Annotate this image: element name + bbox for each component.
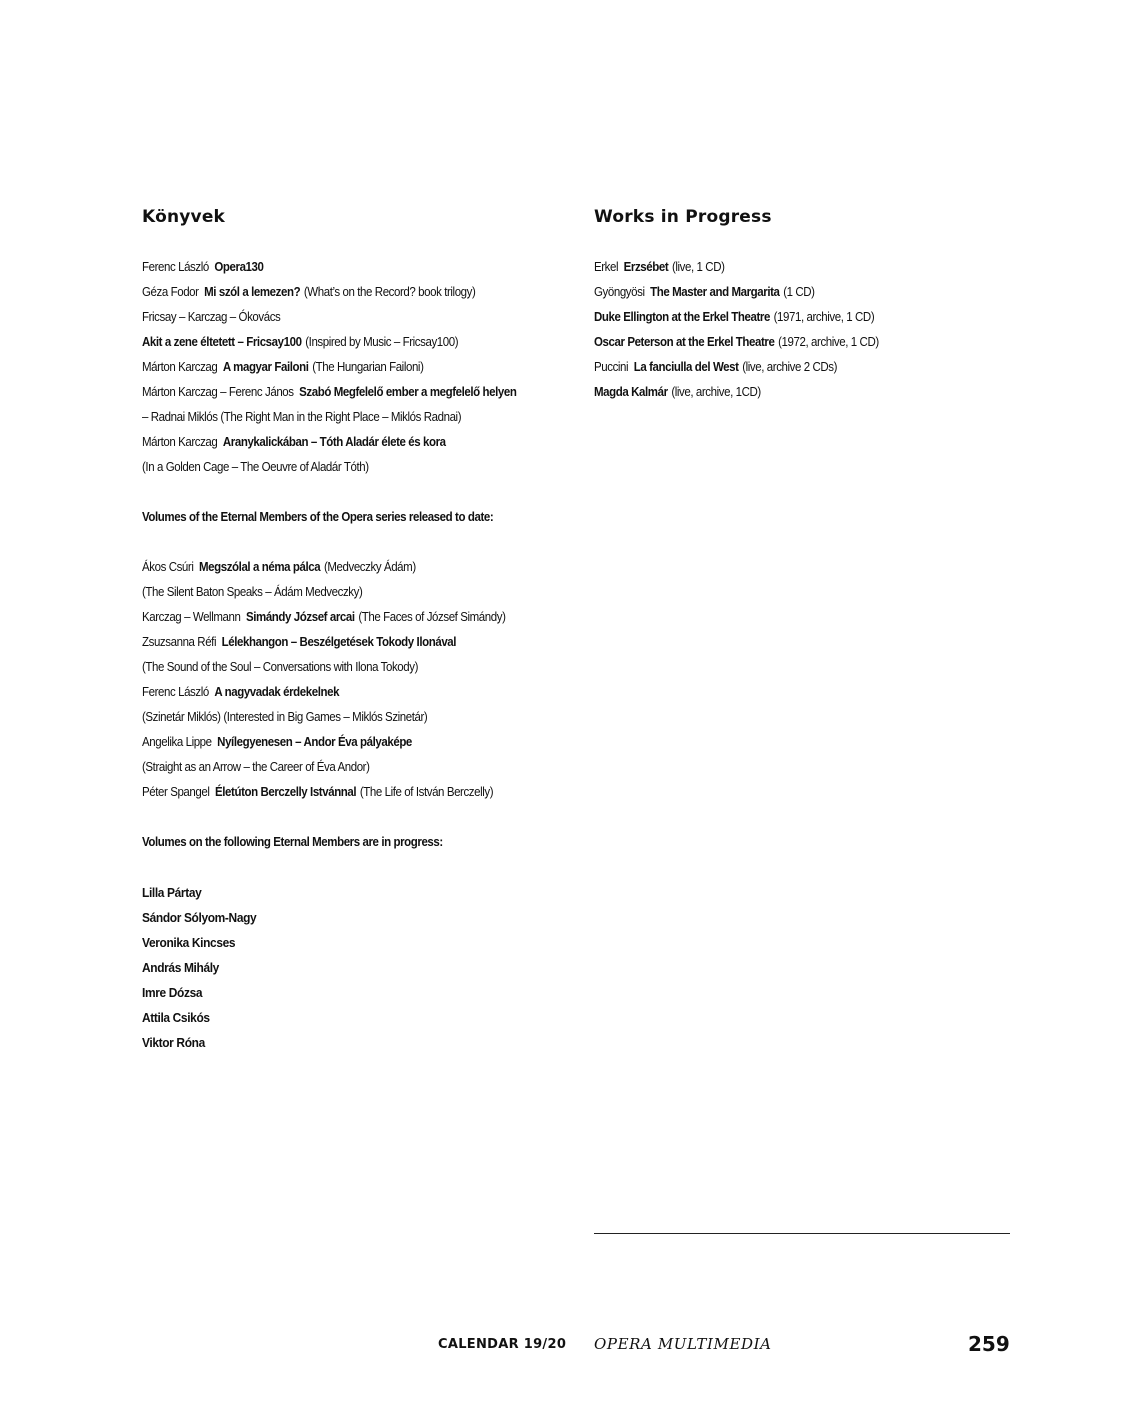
author-text: Fricsay – Karczag – Ókovács [142, 310, 281, 324]
title-text: Aranykalickában – Tóth Aladár élete és kora [222, 435, 446, 449]
page-number: 259 [968, 1332, 1010, 1356]
title-text: La fanciulla del West [633, 360, 739, 374]
volume-entry [142, 680, 547, 705]
author-text: (Szinetár Miklós) (Interested in Big Games – Miklós Szinetár) [142, 710, 428, 724]
title-text: Megszólal a néma pálca [198, 560, 321, 574]
note-text: (The Hungarian Failoni) [312, 360, 424, 374]
volumes-released-heading: Volumes of the Eternal Members of the Opera series released to date: [142, 510, 494, 524]
book-entry [142, 280, 547, 305]
title-text: Akit a zene éltetett – Fricsay100 [142, 335, 302, 349]
member-name: Viktor Róna [142, 1035, 205, 1050]
book-entry [142, 455, 547, 480]
volume-entry [142, 730, 547, 755]
member-name: Imre Dózsa [142, 985, 203, 1000]
book-entry [142, 405, 547, 430]
author-text: – Radnai Miklós (The Right Man in the Right Place – Miklós Radnai) [142, 410, 462, 424]
author-text: Ferenc László [142, 260, 209, 274]
work-entry [594, 280, 990, 305]
title-text: A nagyvadak érdekelnek [214, 685, 340, 699]
work-entry [594, 305, 990, 330]
author-text: Péter Spangel [142, 785, 210, 799]
author-text: (In a Golden Cage – The Oeuvre of Aladár Tóth) [142, 460, 369, 474]
member-name: Attila Csikós [142, 1010, 210, 1025]
title-text: Lélekhangon – Beszélgetések Tokody Ilonával [221, 635, 457, 649]
author-text: Géza Fodor [142, 285, 199, 299]
note-text: (1972, archive, 1 CD) [778, 335, 879, 349]
title-text: Duke Ellington at the Erkel Theatre [594, 310, 770, 324]
author-text: Karczag – Wellmann [142, 610, 241, 624]
note-text: (Inspired by Music – Fricsay100) [305, 335, 459, 349]
right-column [594, 205, 1024, 405]
volumes-list [142, 555, 582, 805]
work-entry [594, 355, 990, 380]
left-column [142, 205, 582, 1055]
book-entry [142, 305, 547, 330]
title-text: Oscar Peterson at the Erkel Theatre [594, 335, 775, 349]
author-text: Márton Karczag – Ferenc János [142, 385, 294, 399]
author-text: Zsuzsanna Réfi [142, 635, 217, 649]
note-text: (live, archive 2 CDs) [742, 360, 838, 374]
volume-entry [142, 580, 547, 605]
member-name: András Mihály [142, 960, 219, 975]
book-entry [142, 255, 547, 280]
members-list [142, 880, 582, 1055]
author-text: Márton Karczag [142, 360, 218, 374]
title-text: A magyar Failoni [222, 360, 309, 374]
author-text: (Straight as an Arrow – the Career of Éva Andor) [142, 760, 370, 774]
title-text: Nyílegyenesen – Andor Éva pályaképe [217, 735, 412, 749]
book-entry [142, 380, 547, 405]
volumes-in-progress-heading: Volumes on the following Eternal Members are in progress: [142, 835, 443, 849]
volume-entry [142, 755, 547, 780]
volume-entry [142, 555, 547, 580]
note-text: (The Faces of József Simándy) [358, 610, 506, 624]
work-entry [594, 330, 990, 355]
title-text: Simándy József arcai [245, 610, 355, 624]
work-entry [594, 255, 990, 280]
title-text: Opera130 [214, 260, 264, 274]
title-text: Mi szól a lemezen? [204, 285, 301, 299]
title-text: Szabó Megfelelő ember a megfelelő helyen [299, 385, 517, 399]
member-name: Lilla Pártay [142, 885, 202, 900]
author-text: Erkel [594, 260, 619, 274]
member-name: Veronika Kincses [142, 935, 236, 950]
volume-entry [142, 605, 547, 630]
book-entry [142, 430, 547, 455]
note-text: (live, 1 CD) [671, 260, 725, 274]
title-text: Magda Kalmár [594, 385, 668, 399]
author-text: Márton Karczag [142, 435, 218, 449]
title-text: The Master and Margarita [650, 285, 780, 299]
member-name: Sándor Sólyom-Nagy [142, 910, 257, 925]
volume-entry [142, 705, 547, 730]
note-text: (live, archive, 1CD) [671, 385, 761, 399]
author-text: Angelika Lippe [142, 735, 212, 749]
note-text: (1 CD) [783, 285, 815, 299]
footer-calendar-label: CALENDAR 19/20 [438, 1337, 567, 1352]
author-text: (The Sound of the Soul – Conversations with Ilona Tokody) [142, 660, 419, 674]
works-in-progress-heading: Works in Progress [594, 207, 772, 227]
books-list [142, 255, 582, 480]
author-text: Ákos Csúri [142, 560, 194, 574]
title-text: Erzsébet [623, 260, 669, 274]
author-text: Ferenc László [142, 685, 209, 699]
note-text: (The Life of István Berczelly) [359, 785, 494, 799]
books-heading: Könyvek [142, 207, 226, 227]
volume-entry [142, 780, 547, 805]
book-entry [142, 330, 547, 355]
note-text: (1971, archive, 1 CD) [773, 310, 875, 324]
footer-section-title: OPERA MULTIMEDIA [594, 1335, 772, 1353]
book-entry [142, 355, 547, 380]
work-entry [594, 380, 990, 405]
author-text: (The Silent Baton Speaks – Ádám Medveczky) [142, 585, 363, 599]
footer-rule [594, 1233, 1010, 1234]
title-text: Életúton Berczelly Istvánnal [215, 785, 357, 799]
note-text: (What’s on the Record? book trilogy) [303, 285, 476, 299]
volume-entry [142, 655, 547, 680]
author-text: Gyöngyösi [594, 285, 645, 299]
note-text: (Medveczky Ádám) [323, 560, 416, 574]
works-list [594, 255, 1024, 405]
author-text: Puccini [594, 360, 629, 374]
volume-entry [142, 630, 547, 655]
